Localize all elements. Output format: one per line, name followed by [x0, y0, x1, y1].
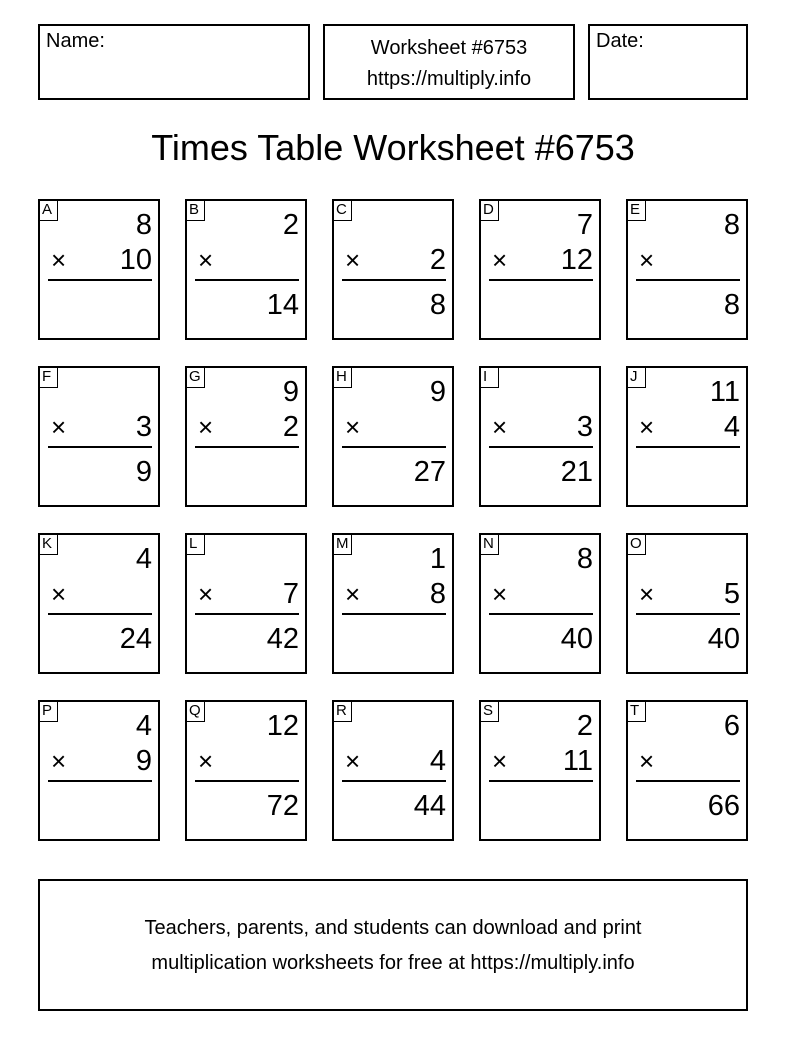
problem-top-number: 6	[723, 710, 740, 742]
problem-top-number: 11	[709, 376, 740, 408]
problem-card	[332, 366, 454, 507]
problem-answer: 24	[119, 623, 152, 655]
answer-line	[195, 780, 299, 782]
footer-line-1: Teachers, parents, and students can download and print	[144, 917, 642, 939]
problem-letter: P	[38, 700, 58, 722]
problem-card	[185, 700, 307, 841]
problem-answer: 66	[707, 790, 740, 822]
page-title: Times Table Worksheet #6753	[151, 127, 635, 168]
times-sign: ×	[492, 412, 508, 442]
problem-letter: Q	[185, 700, 205, 722]
problem-top-number: 9	[282, 376, 299, 408]
problem-letter: M	[332, 533, 352, 555]
problem-letter: K	[38, 533, 58, 555]
problem-answer: 21	[560, 456, 593, 488]
problem-card	[185, 366, 307, 507]
problem-letter: I	[479, 366, 499, 388]
problem-card	[38, 199, 160, 340]
problem-answer: 42	[266, 623, 299, 655]
answer-line	[489, 780, 593, 782]
problem-card	[38, 533, 160, 674]
problem-letter: H	[332, 366, 352, 388]
answer-line	[636, 446, 740, 448]
problem-multiplier: 2	[429, 244, 446, 276]
answer-line	[195, 613, 299, 615]
times-sign: ×	[51, 245, 67, 275]
times-sign: ×	[639, 245, 655, 275]
times-sign: ×	[51, 746, 67, 776]
problem-top-number: 4	[135, 710, 152, 742]
problem-answer: 14	[266, 289, 299, 321]
problem-letter: T	[626, 700, 646, 722]
problem-top-number: 8	[576, 543, 593, 575]
problem-card	[185, 533, 307, 674]
problem-card	[479, 533, 601, 674]
problem-answer: 40	[560, 623, 593, 655]
name-label: Name:	[46, 30, 105, 52]
problem-letter: O	[626, 533, 646, 555]
answer-line	[489, 613, 593, 615]
answer-line	[342, 446, 446, 448]
problem-card	[626, 700, 748, 841]
problem-card	[38, 366, 160, 507]
problem-top-number: 7	[576, 209, 593, 241]
worksheet-url: https://multiply.info	[366, 68, 532, 90]
problem-multiplier: 4	[723, 411, 740, 443]
problem-multiplier: 3	[135, 411, 152, 443]
answer-line	[48, 613, 152, 615]
problem-card	[626, 199, 748, 340]
answer-line	[489, 279, 593, 281]
answer-line	[636, 780, 740, 782]
times-sign: ×	[639, 412, 655, 442]
answer-line	[195, 279, 299, 281]
problem-top-number: 8	[723, 209, 740, 241]
answer-line	[636, 613, 740, 615]
times-sign: ×	[639, 746, 655, 776]
problem-card	[479, 199, 601, 340]
problem-multiplier: 12	[560, 244, 593, 276]
problem-multiplier: 5	[723, 578, 740, 610]
problem-letter: G	[185, 366, 205, 388]
times-sign: ×	[345, 579, 361, 609]
answer-line	[489, 446, 593, 448]
times-sign: ×	[198, 412, 214, 442]
problem-answer: 8	[429, 289, 446, 321]
problem-multiplier: 2	[282, 411, 299, 443]
problem-multiplier: 10	[119, 244, 152, 276]
problem-letter: L	[185, 533, 205, 555]
problem-top-number: 9	[429, 376, 446, 408]
problem-answer: 44	[413, 790, 446, 822]
problem-top-number: 2	[576, 710, 593, 742]
problem-multiplier: 11	[562, 745, 593, 777]
times-sign: ×	[345, 412, 361, 442]
times-sign: ×	[345, 245, 361, 275]
problem-multiplier: 4	[429, 745, 446, 777]
problem-letter: D	[479, 199, 499, 221]
problem-card	[38, 700, 160, 841]
problem-letter: R	[332, 700, 352, 722]
problem-letter: N	[479, 533, 499, 555]
footer-line-2: multiplication worksheets for free at https://multiply.info	[151, 952, 635, 974]
problem-top-number: 4	[135, 543, 152, 575]
answer-line	[342, 780, 446, 782]
problem-card	[479, 700, 601, 841]
problem-answer: 8	[723, 289, 740, 321]
times-sign: ×	[492, 746, 508, 776]
problem-answer: 27	[413, 456, 446, 488]
times-sign: ×	[639, 579, 655, 609]
problem-letter: B	[185, 199, 205, 221]
times-sign: ×	[492, 579, 508, 609]
answer-line	[195, 446, 299, 448]
date-label: Date:	[596, 30, 644, 52]
problem-card	[626, 533, 748, 674]
problem-card	[332, 700, 454, 841]
problem-multiplier: 8	[429, 578, 446, 610]
problem-answer: 72	[266, 790, 299, 822]
problem-top-number: 8	[135, 209, 152, 241]
times-sign: ×	[198, 746, 214, 776]
answer-line	[48, 780, 152, 782]
footer-box	[38, 879, 748, 1011]
problem-multiplier: 9	[135, 745, 152, 777]
answer-line	[342, 613, 446, 615]
problem-letter: C	[332, 199, 352, 221]
problem-letter: J	[626, 366, 646, 388]
answer-line	[636, 279, 740, 281]
answer-line	[342, 279, 446, 281]
times-sign: ×	[51, 412, 67, 442]
problem-letter: E	[626, 199, 646, 221]
worksheet-number: Worksheet #6753	[370, 37, 528, 59]
times-sign: ×	[198, 579, 214, 609]
problem-answer: 9	[135, 456, 152, 488]
times-sign: ×	[198, 245, 214, 275]
problem-multiplier: 7	[282, 578, 299, 610]
problem-letter: S	[479, 700, 499, 722]
problem-letter: A	[38, 199, 58, 221]
problem-card	[479, 366, 601, 507]
problem-answer: 40	[707, 623, 740, 655]
times-sign: ×	[345, 746, 361, 776]
answer-line	[48, 279, 152, 281]
problem-top-number: 12	[266, 710, 299, 742]
problem-letter: F	[38, 366, 58, 388]
problem-card	[185, 199, 307, 340]
times-sign: ×	[492, 245, 508, 275]
problem-multiplier: 3	[576, 411, 593, 443]
answer-line	[48, 446, 152, 448]
times-sign: ×	[51, 579, 67, 609]
problem-card	[332, 199, 454, 340]
problem-top-number: 1	[429, 543, 446, 575]
problem-card	[332, 533, 454, 674]
problem-top-number: 2	[282, 209, 299, 241]
problem-card	[626, 366, 748, 507]
